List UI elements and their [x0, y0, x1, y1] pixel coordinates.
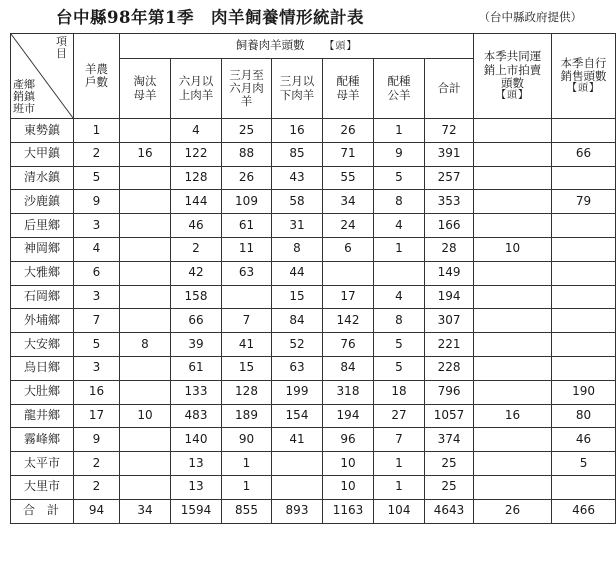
cell-self: 80 [552, 404, 616, 428]
cell-3to6: 63 [222, 261, 272, 285]
cell-breeding-ewes: 26 [323, 119, 374, 143]
cell-total: 28 [425, 237, 474, 261]
cell-total: 149 [425, 261, 474, 285]
cell-3to6: 1 [222, 475, 272, 499]
cell-breeding-rams: 8 [374, 190, 425, 214]
cell-breeding-ewes: 318 [323, 380, 374, 404]
cell-self [552, 166, 616, 190]
cell-over6: 13 [171, 475, 222, 499]
cell-joint [474, 214, 552, 238]
cell-households: 16 [74, 380, 120, 404]
cell-under3: 199 [272, 380, 323, 404]
cell-breeding-rams: 4 [374, 285, 425, 309]
cell-self: 46 [552, 428, 616, 452]
cell-cull-ewes [120, 166, 171, 190]
table-row [11, 119, 616, 143]
cell-total: 72 [425, 119, 474, 143]
table-row [11, 285, 616, 309]
cell-self [552, 475, 616, 499]
cell-under3 [272, 452, 323, 476]
cell-breeding-ewes: 71 [323, 142, 374, 166]
cell-breeding-ewes: 1163 [323, 499, 374, 523]
cell-breeding-rams: 9 [374, 142, 425, 166]
cell-households: 94 [74, 499, 120, 523]
cell-3to6 [222, 285, 272, 309]
cell-breeding-rams: 1 [374, 237, 425, 261]
group-title: 飼養肉羊頭數 [235, 38, 305, 53]
cell-breeding-rams: 18 [374, 380, 425, 404]
cell-town: 大雅鄉 [11, 261, 74, 285]
livestock-table [10, 33, 616, 524]
source-note: （台中縣政府提供） [478, 10, 582, 24]
corner-top-label: 項目 [56, 35, 67, 61]
cell-households: 2 [74, 475, 120, 499]
cell-households: 6 [74, 261, 120, 285]
cell-cull-ewes [120, 261, 171, 285]
cell-under3: 52 [272, 333, 323, 357]
cell-3to6: 90 [222, 428, 272, 452]
cell-over6: 483 [171, 404, 222, 428]
cell-self [552, 285, 616, 309]
cell-cull-ewes [120, 380, 171, 404]
cell-3to6: 7 [222, 309, 272, 333]
cell-self: 79 [552, 190, 616, 214]
cell-total: 25 [425, 452, 474, 476]
col-header-breeding-rams: 配種公羊 [374, 59, 425, 119]
col-header-total: 合計 [425, 59, 474, 119]
cell-over6: 2 [171, 237, 222, 261]
cell-total: 25 [425, 475, 474, 499]
cell-joint [474, 428, 552, 452]
cell-joint [474, 452, 552, 476]
cell-joint [474, 309, 552, 333]
cell-households: 7 [74, 309, 120, 333]
cell-total: 1057 [425, 404, 474, 428]
cell-town: 大甲鎮 [11, 142, 74, 166]
cell-over6: 13 [171, 452, 222, 476]
cell-cull-ewes [120, 214, 171, 238]
cell-self: 190 [552, 380, 616, 404]
col-header-over6: 六月以上肉羊 [171, 59, 222, 119]
cell-households: 3 [74, 214, 120, 238]
cell-over6: 140 [171, 428, 222, 452]
cell-3to6: 855 [222, 499, 272, 523]
cell-total-label: 合計 [11, 499, 74, 523]
col-header-group [120, 34, 474, 59]
cell-3to6: 26 [222, 166, 272, 190]
cell-town: 太平市 [11, 452, 74, 476]
cell-joint [474, 190, 552, 214]
cell-under3: 154 [272, 404, 323, 428]
cell-breeding-rams: 5 [374, 333, 425, 357]
col-header-under3: 三月以下肉羊 [272, 59, 323, 119]
joint-unit: 【頭】 [496, 90, 530, 102]
cell-self [552, 356, 616, 380]
cell-over6: 4 [171, 119, 222, 143]
cell-households: 9 [74, 190, 120, 214]
cell-over6: 66 [171, 309, 222, 333]
cell-breeding-rams: 27 [374, 404, 425, 428]
cell-breeding-rams: 1 [374, 452, 425, 476]
cell-total: 221 [425, 333, 474, 357]
col-header-households: 羊農戶數 [74, 34, 120, 119]
table-row [11, 380, 616, 404]
cell-households: 9 [74, 428, 120, 452]
cell-over6: 61 [171, 356, 222, 380]
cell-joint [474, 333, 552, 357]
cell-joint [474, 142, 552, 166]
cell-town: 神岡鄉 [11, 237, 74, 261]
cell-total: 194 [425, 285, 474, 309]
cell-households: 1 [74, 119, 120, 143]
cell-breeding-ewes: 142 [323, 309, 374, 333]
cell-joint [474, 166, 552, 190]
table-row [11, 475, 616, 499]
cell-cull-ewes: 16 [120, 142, 171, 166]
cell-cull-ewes [120, 452, 171, 476]
col-header-breeding-ewes: 配種母羊 [323, 59, 374, 119]
cell-joint: 10 [474, 237, 552, 261]
cell-town: 石岡鄉 [11, 285, 74, 309]
cell-breeding-ewes: 55 [323, 166, 374, 190]
cell-3to6: 88 [222, 142, 272, 166]
cell-joint [474, 119, 552, 143]
cell-town: 外埔鄉 [11, 309, 74, 333]
cell-breeding-rams: 1 [374, 475, 425, 499]
col-header-3to6: 三月至六月肉羊 [222, 59, 272, 119]
table-row [11, 428, 616, 452]
cell-under3: 63 [272, 356, 323, 380]
cell-cull-ewes: 34 [120, 499, 171, 523]
table-row [11, 356, 616, 380]
cell-self [552, 214, 616, 238]
cell-households: 3 [74, 356, 120, 380]
table-row [11, 404, 616, 428]
col-header-self-sale: 本季自行銷售頭數 【頭】 [552, 34, 616, 119]
cell-3to6: 25 [222, 119, 272, 143]
cell-cull-ewes: 8 [120, 333, 171, 357]
cell-under3: 31 [272, 214, 323, 238]
cell-3to6: 189 [222, 404, 272, 428]
cell-town: 霧峰鄉 [11, 428, 74, 452]
table-row [11, 309, 616, 333]
cell-joint [474, 356, 552, 380]
cell-under3: 41 [272, 428, 323, 452]
cell-self [552, 333, 616, 357]
cell-joint [474, 475, 552, 499]
cell-total: 391 [425, 142, 474, 166]
cell-households: 5 [74, 333, 120, 357]
cell-breeding-ewes: 34 [323, 190, 374, 214]
cell-self: 66 [552, 142, 616, 166]
group-unit: 【頭】 [324, 41, 358, 53]
cell-households: 2 [74, 452, 120, 476]
corner-bottom-label: 產鄉銷鎮班市 [13, 77, 35, 115]
cell-cull-ewes [120, 428, 171, 452]
table-row [11, 261, 616, 285]
cell-breeding-ewes: 6 [323, 237, 374, 261]
cell-over6: 122 [171, 142, 222, 166]
cell-breeding-rams: 1 [374, 119, 425, 143]
cell-3to6: 1 [222, 452, 272, 476]
cell-cull-ewes: 10 [120, 404, 171, 428]
cell-total: 353 [425, 190, 474, 214]
cell-total: 307 [425, 309, 474, 333]
cell-under3: 43 [272, 166, 323, 190]
cell-over6: 133 [171, 380, 222, 404]
cell-town: 后里鄉 [11, 214, 74, 238]
cell-town: 大安鄉 [11, 333, 74, 357]
cell-3to6: 11 [222, 237, 272, 261]
cell-self: 5 [552, 452, 616, 476]
cell-town: 烏日鄉 [11, 356, 74, 380]
col-header-joint-sale: 本季共同運銷上市拍賣頭數 【頭】 [474, 34, 552, 119]
cell-town: 大肚鄉 [11, 380, 74, 404]
cell-over6: 42 [171, 261, 222, 285]
cell-self: 466 [552, 499, 616, 523]
cell-under3: 85 [272, 142, 323, 166]
cell-breeding-ewes: 76 [323, 333, 374, 357]
cell-town: 大里市 [11, 475, 74, 499]
table-row [11, 214, 616, 238]
cell-breeding-rams: 8 [374, 309, 425, 333]
cell-total: 166 [425, 214, 474, 238]
cell-3to6: 61 [222, 214, 272, 238]
cell-self [552, 261, 616, 285]
cell-joint [474, 285, 552, 309]
cell-households: 3 [74, 285, 120, 309]
cell-over6: 46 [171, 214, 222, 238]
table-row [11, 166, 616, 190]
cell-cull-ewes [120, 356, 171, 380]
cell-breeding-ewes: 194 [323, 404, 374, 428]
header-corner [11, 34, 74, 119]
cell-households: 17 [74, 404, 120, 428]
cell-total: 796 [425, 380, 474, 404]
cell-under3: 8 [272, 237, 323, 261]
cell-breeding-ewes: 10 [323, 452, 374, 476]
cell-breeding-ewes [323, 261, 374, 285]
cell-town: 東勢鎮 [11, 119, 74, 143]
cell-total: 257 [425, 166, 474, 190]
cell-under3: 84 [272, 309, 323, 333]
cell-under3 [272, 475, 323, 499]
cell-town: 清水鎮 [11, 166, 74, 190]
cell-cull-ewes [120, 190, 171, 214]
cell-under3: 893 [272, 499, 323, 523]
cell-breeding-rams: 5 [374, 166, 425, 190]
cell-households: 2 [74, 142, 120, 166]
cell-over6: 39 [171, 333, 222, 357]
cell-breeding-ewes: 96 [323, 428, 374, 452]
cell-self [552, 119, 616, 143]
cell-breeding-ewes: 24 [323, 214, 374, 238]
total-row [11, 499, 616, 523]
table-row [11, 190, 616, 214]
cell-town: 沙鹿鎮 [11, 190, 74, 214]
cell-under3: 16 [272, 119, 323, 143]
cell-households: 4 [74, 237, 120, 261]
cell-under3: 58 [272, 190, 323, 214]
cell-over6: 128 [171, 166, 222, 190]
cell-joint: 16 [474, 404, 552, 428]
cell-breeding-ewes: 84 [323, 356, 374, 380]
table-row [11, 452, 616, 476]
cell-cull-ewes [120, 309, 171, 333]
cell-cull-ewes [120, 237, 171, 261]
cell-3to6: 41 [222, 333, 272, 357]
cell-self [552, 237, 616, 261]
col-header-cull-ewes: 淘汰母羊 [120, 59, 171, 119]
table-row [11, 333, 616, 357]
cell-total: 4643 [425, 499, 474, 523]
cell-3to6: 109 [222, 190, 272, 214]
table-row [11, 142, 616, 166]
cell-breeding-rams: 7 [374, 428, 425, 452]
cell-over6: 1594 [171, 499, 222, 523]
cell-under3: 15 [272, 285, 323, 309]
cell-total: 228 [425, 356, 474, 380]
cell-breeding-rams: 4 [374, 214, 425, 238]
cell-joint [474, 380, 552, 404]
cell-breeding-rams: 5 [374, 356, 425, 380]
self-unit: 【頭】 [567, 83, 601, 95]
cell-over6: 144 [171, 190, 222, 214]
cell-joint [474, 261, 552, 285]
cell-3to6: 128 [222, 380, 272, 404]
cell-breeding-rams [374, 261, 425, 285]
cell-households: 5 [74, 166, 120, 190]
cell-town: 龍井鄉 [11, 404, 74, 428]
cell-cull-ewes [120, 285, 171, 309]
cell-joint: 26 [474, 499, 552, 523]
cell-under3: 44 [272, 261, 323, 285]
cell-over6: 158 [171, 285, 222, 309]
cell-cull-ewes [120, 119, 171, 143]
table-row [11, 237, 616, 261]
table-title: 台中縣98年第1季 肉羊飼養情形統計表 [56, 8, 364, 27]
cell-breeding-ewes: 10 [323, 475, 374, 499]
cell-self [552, 309, 616, 333]
cell-3to6: 15 [222, 356, 272, 380]
cell-cull-ewes [120, 475, 171, 499]
cell-total: 374 [425, 428, 474, 452]
cell-breeding-ewes: 17 [323, 285, 374, 309]
cell-breeding-rams: 104 [374, 499, 425, 523]
